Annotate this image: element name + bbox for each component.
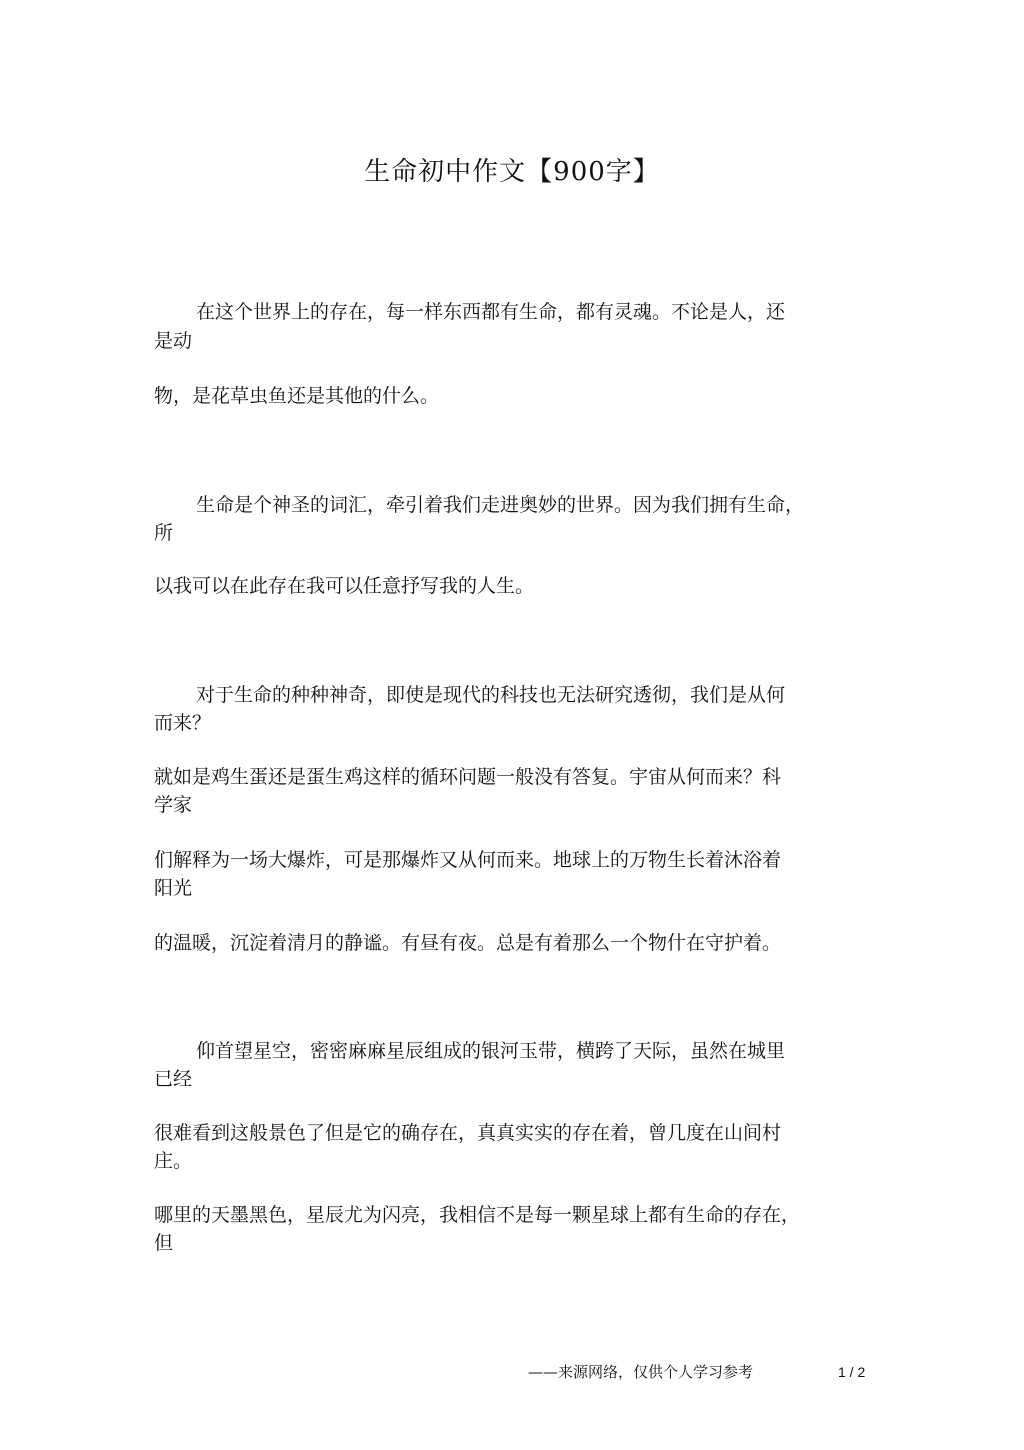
text-line: 学家: [154, 794, 193, 816]
text-line: 是动: [154, 330, 193, 352]
text-line: 在这个世界上的存在，每一样东西都有生命，都有灵魂。不论是人，还: [196, 301, 786, 323]
text-line: 所: [154, 522, 174, 544]
text-line: 的温暖，沉淀着清月的静谧。有昼有夜。总是有着那么一个物什在守护着。: [154, 932, 782, 954]
text-line: 物，是花草虫鱼还是其他的什么。: [154, 385, 440, 407]
text-line: 对于生命的种种神奇，即使是现代的科技也无法研究透彻，我们是从何: [196, 684, 786, 706]
text-line: 生命是个神圣的词汇，牵引着我们走进奥妙的世界。因为我们拥有生命，: [196, 494, 805, 516]
text-line: 但: [154, 1232, 174, 1254]
text-line: 们解释为一场大爆炸，可是那爆炸又从何而来。地球上的万物生长着沐浴着: [154, 849, 782, 871]
text-line: 很难看到这般景色了但是它的确存在，真真实实的存在着，曾几度在山间村: [154, 1122, 782, 1144]
text-line: 以我可以在此存在我可以任意抒写我的人生。: [154, 575, 535, 597]
footer-source-note: ——来源网络，仅供个人学习参考: [528, 1363, 754, 1381]
text-line: 仰首望星空，密密麻麻星辰组成的银河玉带，横跨了天际，虽然在城里: [196, 1040, 786, 1062]
text-line: 就如是鸡生蛋还是蛋生鸡这样的循环问题一般没有答复。宇宙从何而来？科: [154, 766, 782, 788]
text-line: 已经: [154, 1068, 193, 1090]
text-line: 哪里的天墨黑色，星辰尤为闪亮，我相信不是每一颗星球上都有生命的存在，: [154, 1204, 801, 1226]
document-title: 生命初中作文【900字】: [364, 157, 660, 187]
text-line: 庄。: [154, 1150, 193, 1172]
text-line: 而来？: [154, 712, 212, 734]
page-number: 1 / 2: [838, 1364, 866, 1380]
text-line: 阳光: [154, 877, 193, 899]
